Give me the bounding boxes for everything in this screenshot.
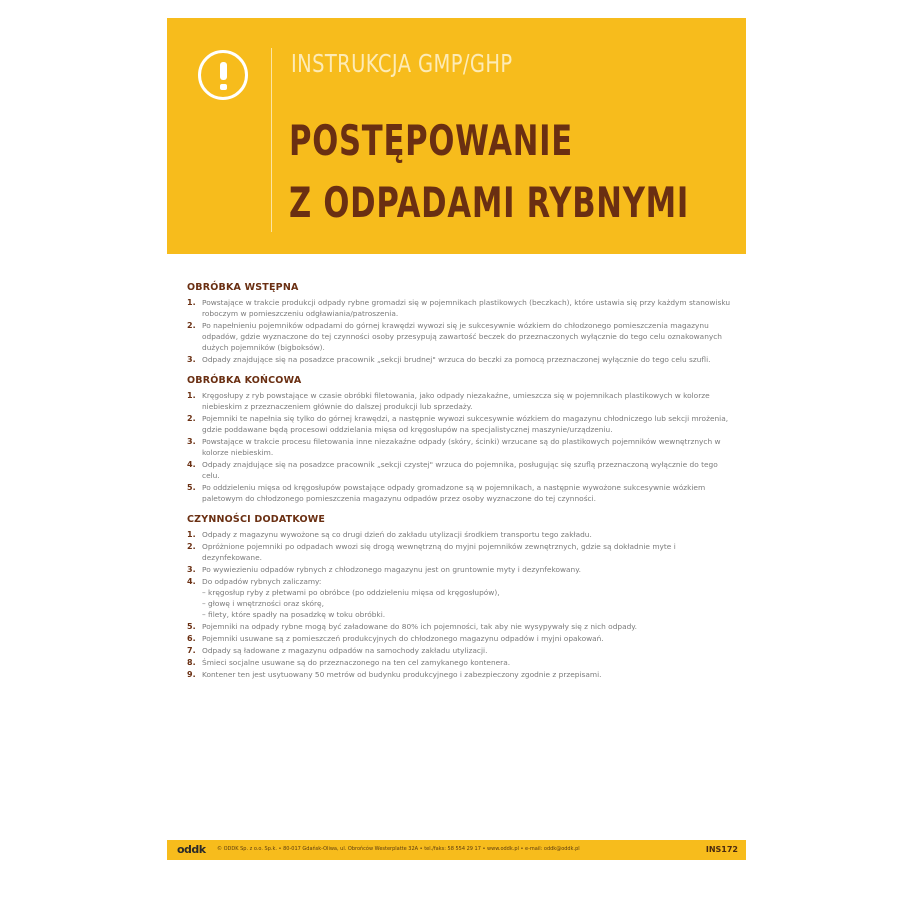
section-heading: OBRÓBKA WSTĘPNA (187, 282, 299, 293)
item-text: Odpady są ładowane z magazynu odpadów na samochody zakładu utylizacji. (202, 646, 488, 655)
list-item (187, 576, 732, 620)
sub-list-item: – głowę i wnętrzności oraz skórę, (202, 599, 324, 608)
item-text: Pojemniki na odpady rybne mogą być załadowane do 80% ich pojemności, tak aby nie wysypywały się z nich odpady. (202, 622, 637, 631)
list-item (187, 459, 732, 481)
item-text-block (202, 633, 604, 644)
list-item (187, 657, 732, 668)
item-text-block (202, 436, 732, 458)
footer-bar (167, 840, 746, 860)
item-number: 2. (187, 542, 196, 551)
item-text: Pojemniki te napełnia się tylko do górnej krawędzi, a następnie wywozi sukcesywnie wózkiem do magazynu chłodniczego lub sekcji mrożenia, gdzie poddawane będą procesowi oddzielania mięsa od kręgosłupów na specjalistycznej maszynie/urządzeniu. (202, 414, 729, 434)
item-text: Do odpadów rybnych zaliczamy: (202, 577, 322, 586)
sub-list (202, 587, 500, 620)
title-line-1: POSTĘPOWANIE (289, 116, 573, 165)
item-number: 7. (187, 646, 196, 655)
list-item (187, 320, 732, 353)
item-number: 3. (187, 565, 196, 574)
footer-contact: © ODDK Sp. z o.o. Sp.k. • 80-017 Gdańsk-Oliwa, ul. Obrońców Westerplatte 32A • tel./faks: 58 554 29 17 • www.oddk.pl • e-mail: oddk@oddk.pl (217, 846, 580, 852)
item-number: 5. (187, 622, 196, 631)
instruction-sheet (167, 18, 746, 880)
list-item (187, 482, 732, 504)
item-text-block (202, 320, 732, 353)
item-number: 8. (187, 658, 196, 667)
item-number: 1. (187, 298, 196, 307)
list-item (187, 669, 732, 680)
item-text: Kontener ten jest usytuowany 50 metrów od budynku produkcyjnego i zabezpieczony zgodnie z przepisami. (202, 670, 602, 679)
item-number: 3. (187, 437, 196, 446)
item-number: 9. (187, 670, 196, 679)
section-heading: OBRÓBKA KOŃCOWA (187, 375, 302, 386)
item-text: Po wywiezieniu odpadów rybnych z chłodzonego magazynu jest on gruntownie myty i dezynfekowany. (202, 565, 581, 574)
item-text: Opróżnione pojemniki po odpadach wwozi się drogą wewnętrzną do myjni pojemników zewnętrznych, gdzie są dokładnie myte i dezynfekowane. (202, 542, 676, 562)
item-number: 4. (187, 577, 196, 586)
section (187, 282, 732, 365)
header-banner (167, 18, 746, 254)
item-text-block (202, 564, 581, 575)
list-item (187, 564, 732, 575)
item-number: 1. (187, 530, 196, 539)
oddk-logo: oddk (177, 843, 206, 856)
list-item (187, 297, 732, 319)
item-number: 5. (187, 483, 196, 492)
item-text-block (202, 669, 602, 680)
section (187, 514, 732, 680)
item-text: Kręgosłupy z ryb powstające w czasie obróbki filetowania, jako odpady niezakaźne, umieszcza się w pojemnikach plastikowych w kolorze niebieskim z przeznaczeniem głównie do dalszej produkcji lub sprzedaży. (202, 391, 710, 411)
header-divider (271, 48, 272, 232)
item-number: 2. (187, 321, 196, 330)
item-number: 6. (187, 634, 196, 643)
exclamation-circle-icon (198, 50, 248, 100)
item-text-block (202, 621, 637, 632)
item-text-block (202, 541, 732, 563)
item-text: Odpady z magazynu wywożone są co drugi dzień do zakładu utylizacji środkiem transportu tego zakładu. (202, 530, 592, 539)
item-text: Odpady znajdujące się na posadzce pracownik „sekcji czystej" wrzuca do pojemnika, posługując się szuflą przeznaczoną wyłącznie do tego celu. (202, 460, 718, 480)
item-text-block (202, 657, 510, 668)
title-line-2: Z ODPADAMI RYBNYMI (289, 178, 690, 227)
item-number: 3. (187, 355, 196, 364)
item-text-block (202, 459, 732, 481)
item-text-block (202, 354, 710, 365)
list-item (187, 413, 732, 435)
sub-list-item: – filety, które spadły na posadzkę w toku obróbki. (202, 610, 386, 619)
list-item (187, 645, 732, 656)
document-title (289, 110, 689, 234)
item-number: 2. (187, 414, 196, 423)
item-text-block (202, 413, 732, 435)
item-number: 4. (187, 460, 196, 469)
item-text: Powstające w trakcie produkcji odpady rybne gromadzi się w pojemnikach plastikowych (beczkach), które ustawia się przy każdym stanowisku roboczym w pomieszczeniu odgławiania/patroszenia. (202, 298, 731, 318)
item-text: Pojemniki usuwane są z pomieszczeń produkcyjnych do chłodzonego magazynu odpadów i myjni opakowań. (202, 634, 604, 643)
list-item (187, 621, 732, 632)
list-item (187, 354, 732, 365)
item-text: Śmieci socjalne usuwane są do przeznaczonego na ten cel zamykanego kontenera. (202, 658, 511, 667)
list-item (187, 436, 732, 458)
item-text: Powstające w trakcie procesu filetowania inne niezakaźne odpady (skóry, ścinki) wrzucane są do plastikowych pojemników wewnętrznych w kolorze niebieskim. (202, 437, 721, 457)
item-text-block (202, 645, 487, 656)
item-text: Po oddzieleniu mięsa od kręgosłupów powstające odpady gromadzone są w pojemnikach, a następnie wywożone sukcesywnie wózkiem paletowym do chłodzonego pomieszczenia magazynu odpadów przez osoby wyznaczone do tej czynności. (202, 483, 706, 503)
item-text-block (202, 576, 500, 620)
list-item (187, 633, 732, 644)
item-text-block (202, 297, 732, 319)
list-item (187, 529, 732, 540)
section (187, 375, 732, 504)
document-code: INS172 (705, 845, 738, 854)
item-text-block (202, 529, 592, 540)
item-text-block (202, 390, 732, 412)
list-item (187, 390, 732, 412)
item-number: 1. (187, 391, 196, 400)
item-text: Po napełnieniu pojemników odpadami do górnej krawędzi wywozi się je sukcesywnie wózkiem do chłodzonego pomieszczenia magazynu odpadów, gdzie wyznaczone do tej czynności osoby przesypują zawartość beczek do przeznaczonych wyłącznie do tego celu oznakowanych dużych pojemników (bigboksów). (202, 321, 722, 352)
list-item (187, 541, 732, 563)
instructions-body (187, 282, 732, 690)
item-text-block (202, 482, 732, 504)
document-subtitle: INSTRUKCJA GMP/GHP (291, 49, 513, 78)
section-heading: CZYNNOŚCI DODATKOWE (187, 514, 326, 525)
item-text: Odpady znajdujące się na posadzce pracownik „sekcji brudnej" wrzuca do beczki za pomocą przeznaczonej wyłącznie do tego celu szufli. (202, 355, 711, 364)
sub-list-item: – kręgosłup ryby z płetwami po obróbce (po oddzieleniu mięsa od kręgosłupów), (202, 588, 500, 597)
